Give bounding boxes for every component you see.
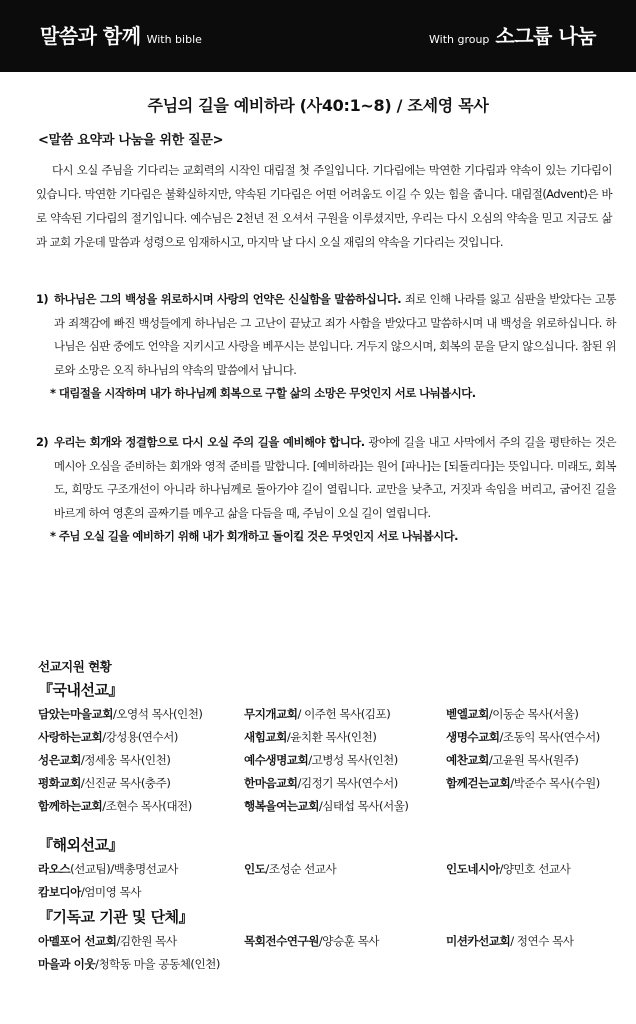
question-2 — [36, 431, 616, 549]
mission-church-name: 함께하는교회 — [38, 799, 103, 813]
page-header — [0, 0, 636, 72]
mission-row — [38, 930, 618, 953]
question-1-discussion: * 대림절을 시작하며 내가 하나님께 회복으로 구할 삶의 소망은 무엇인지 서로 나눠봅시다. — [50, 386, 476, 400]
mission-church-name: 생명수교회 — [446, 730, 500, 744]
question-1 — [36, 288, 616, 406]
mission-church-name: 새힘교회 — [244, 730, 287, 744]
mission-entry — [446, 858, 618, 881]
mission-entry — [244, 953, 446, 976]
mission-pastor: /박준수 목사(수원) — [510, 776, 600, 790]
mission-entry — [38, 930, 244, 953]
mission-entry — [244, 772, 446, 795]
intro-paragraph — [36, 158, 612, 254]
mission-pastor: /조동익 목사(연수서) — [499, 730, 600, 744]
mission-entry — [446, 703, 618, 726]
mission-pastor: /오영석 목사(인천) — [112, 707, 203, 721]
mission-pastor: /청학동 마을 공동체(인천) — [95, 957, 220, 971]
mission-row — [38, 703, 618, 726]
mission-pastor: /고윤원 목사(원주) — [488, 753, 579, 767]
question-2-discussion: * 주님 오실 길을 예비하기 위해 내가 회개하고 돌이킬 것은 무엇인지 서로 나눠봅시다. — [50, 529, 458, 543]
mission-church-name: 성은교회 — [38, 753, 81, 767]
question-2-body — [54, 431, 616, 525]
mission-pastor: / 이주헌 목사(김포) — [297, 707, 391, 721]
question-1-lead: 하나님은 그의 백성을 위로하시며 사랑의 언약은 신실함을 말씀하십니다. — [54, 292, 402, 306]
header-right-title: 소그룹 나눔 — [495, 24, 596, 48]
mission-entry — [244, 930, 446, 953]
mission-church-name: 무지개교회 — [244, 707, 298, 721]
header-left-subtitle: With bible — [146, 33, 202, 46]
mission-pastor: /김한원 목사 — [116, 934, 177, 948]
mission-entry — [38, 726, 244, 749]
mission-entry — [244, 703, 446, 726]
mission-church-name: 아멜포어 선교회 — [38, 934, 117, 948]
mission-church-name: 캄보디아 — [38, 885, 81, 899]
mission-entry — [244, 749, 446, 772]
mission-entry — [244, 726, 446, 749]
mission-entry — [38, 881, 244, 904]
mission-entry — [446, 953, 618, 976]
mission-entry — [446, 881, 618, 904]
mission-church-name: 담았는마을교회 — [38, 707, 113, 721]
header-left-title: 말씀과 함께 — [40, 24, 141, 48]
header-right-subtitle: With group — [429, 33, 490, 46]
mission-pastor: /윤치환 목사(인천) — [286, 730, 377, 744]
mission-entry — [244, 858, 446, 881]
mission-row — [38, 795, 618, 818]
mission-pastor: /신진균 목사(충주) — [80, 776, 171, 790]
mission-pastor: /양승훈 목사 — [318, 934, 379, 948]
mission-entry — [446, 772, 618, 795]
mission-entry — [446, 795, 618, 818]
mission-pastor: /김정기 목사(연수서) — [297, 776, 398, 790]
mission-pastor: (선교팀)/백총명선교사 — [70, 862, 178, 876]
mission-church-name: 인도네시아 — [446, 862, 500, 876]
mission-entry — [38, 772, 244, 795]
mission-pastor: / 정연수 목사 — [510, 934, 574, 948]
question-1-text: 죄로 인해 나라를 잃고 심판을 받았다는 고통과 죄책감에 빠진 백성들에게 하나님은 그 고난이 끝났고 죄가 사함을 받았다고 말씀하시며 내 백성을 위로하십니다. 하나님은 심판 중에도 언약을 지키시고 사랑을 베푸시는 분입니다. 거두지 않으시며, 회복의 문을 닫지 않으십니다. 참된 위로와 소망은 오직 하나님의 약속의 말씀에서 납니다. — [54, 292, 616, 377]
mission-church-name: 마을과 이웃 — [38, 957, 96, 971]
mission-church-name: 평화교회 — [38, 776, 81, 790]
mission-church-name: 목회전수연구원 — [244, 934, 319, 948]
org-mission-list — [38, 930, 618, 976]
header-right — [429, 20, 596, 49]
question-1-body — [54, 288, 616, 382]
mission-church-name: 벧엘교회 — [446, 707, 489, 721]
mission-pastor: /강성용(연수서) — [102, 730, 178, 744]
mission-pastor: /심태섭 목사(서울) — [318, 799, 409, 813]
mission-entry — [38, 858, 244, 881]
mission-entry — [244, 881, 446, 904]
mission-entry — [38, 703, 244, 726]
question-2-lead: 우리는 회개와 정결함으로 다시 오실 주의 길을 예비해야 합니다. — [54, 435, 365, 449]
intro-text: 다시 오실 주님을 기다리는 교회력의 시작인 대림절 첫 주일입니다. 기다림에는 막연한 기다림과 약속이 있는 기다림이 있습니다. 막연한 기다림은 불확실하지만, 약속된 기다림은 어떤 어려움도 이길 수 있는 힘을 줍니다. 대림절(Advent)은 바로 약속된 기다림의 절기입니다. 예수님은 2천년 전 오셔서 구원을 이루셨지만, 우리는 다시 오심의 약속을 믿고 지금도 삶과 교회 가운데 말씀과 성령으로 임재하시고, 마지막 날 다시 오실 재림의 약속을 기다리는 것입니다. — [36, 163, 612, 249]
mission-entry — [446, 749, 618, 772]
mission-church-name: 함께걷는교회 — [446, 776, 511, 790]
mission-entry — [38, 749, 244, 772]
mission-church-name: 예수생명교회 — [244, 753, 309, 767]
mission-support-section — [38, 657, 618, 976]
mission-pastor: /양민호 선교사 — [499, 862, 571, 876]
mission-entry — [38, 795, 244, 818]
mission-pastor: /고병성 목사(인천) — [308, 753, 398, 767]
sermon-title: 주님의 길을 예비하라 (사40:1~8) / 조세영 목사 — [147, 96, 489, 115]
mission-row — [38, 953, 618, 976]
overseas-mission-heading: 『해외선교』 — [38, 836, 123, 854]
mission-row — [38, 749, 618, 772]
mission-row — [38, 858, 618, 881]
mission-row — [38, 726, 618, 749]
mission-church-name: 예찬교회 — [446, 753, 489, 767]
question-2-number: 2) — [36, 435, 49, 449]
question-1-number: 1) — [36, 292, 49, 306]
mission-entry — [244, 795, 446, 818]
domestic-mission-list — [38, 703, 618, 818]
overseas-mission-list — [38, 858, 618, 904]
mission-church-name: 인도 — [244, 862, 266, 876]
mission-church-name: 미션카선교회 — [446, 934, 511, 948]
header-left — [40, 20, 202, 49]
mission-pastor: /엄미영 목사 — [80, 885, 141, 899]
question-2-text: 광야에 길을 내고 사막에서 주의 길을 평탄하는 것은 메시아 오심을 준비하는 회개와 영적 준비를 말합니다. [예비하라]는 원어 [파나]는 [되돌리다]는 뜻입니다. 미래도, 회복도, 희망도 구조개선이 아니라 하나님께로 돌아가야 길이 열립니다. 교만을 낮추고, 거짓과 속임을 버리고, 굽어진 길을 바르게 하여 영혼의 골짜기를 메우고 삶을 다듬을 때, 주님이 오실 길이 열립니다. — [54, 435, 616, 520]
mission-title: 선교지원 현황 — [38, 659, 112, 674]
mission-pastor: /이동순 목사(서울) — [488, 707, 579, 721]
mission-entry — [38, 953, 244, 976]
mission-row — [38, 772, 618, 795]
section-subhead: <말씀 요약과 나눔을 위한 질문> — [38, 133, 224, 148]
mission-entry — [446, 930, 618, 953]
mission-pastor: /정세웅 목사(인천) — [80, 753, 171, 767]
mission-church-name: 라오스 — [38, 862, 71, 876]
mission-row — [38, 881, 618, 904]
org-mission-heading: 『기독교 기관 및 단체』 — [38, 908, 194, 926]
domestic-mission-heading: 『국내선교』 — [38, 681, 123, 699]
mission-entry — [446, 726, 618, 749]
mission-church-name: 사랑하는교회 — [38, 730, 103, 744]
mission-pastor: /조현수 목사(대전) — [102, 799, 192, 813]
mission-church-name: 한마음교회 — [244, 776, 298, 790]
mission-church-name: 행복을여는교회 — [244, 799, 319, 813]
mission-pastor: /조성순 선교사 — [265, 862, 337, 876]
